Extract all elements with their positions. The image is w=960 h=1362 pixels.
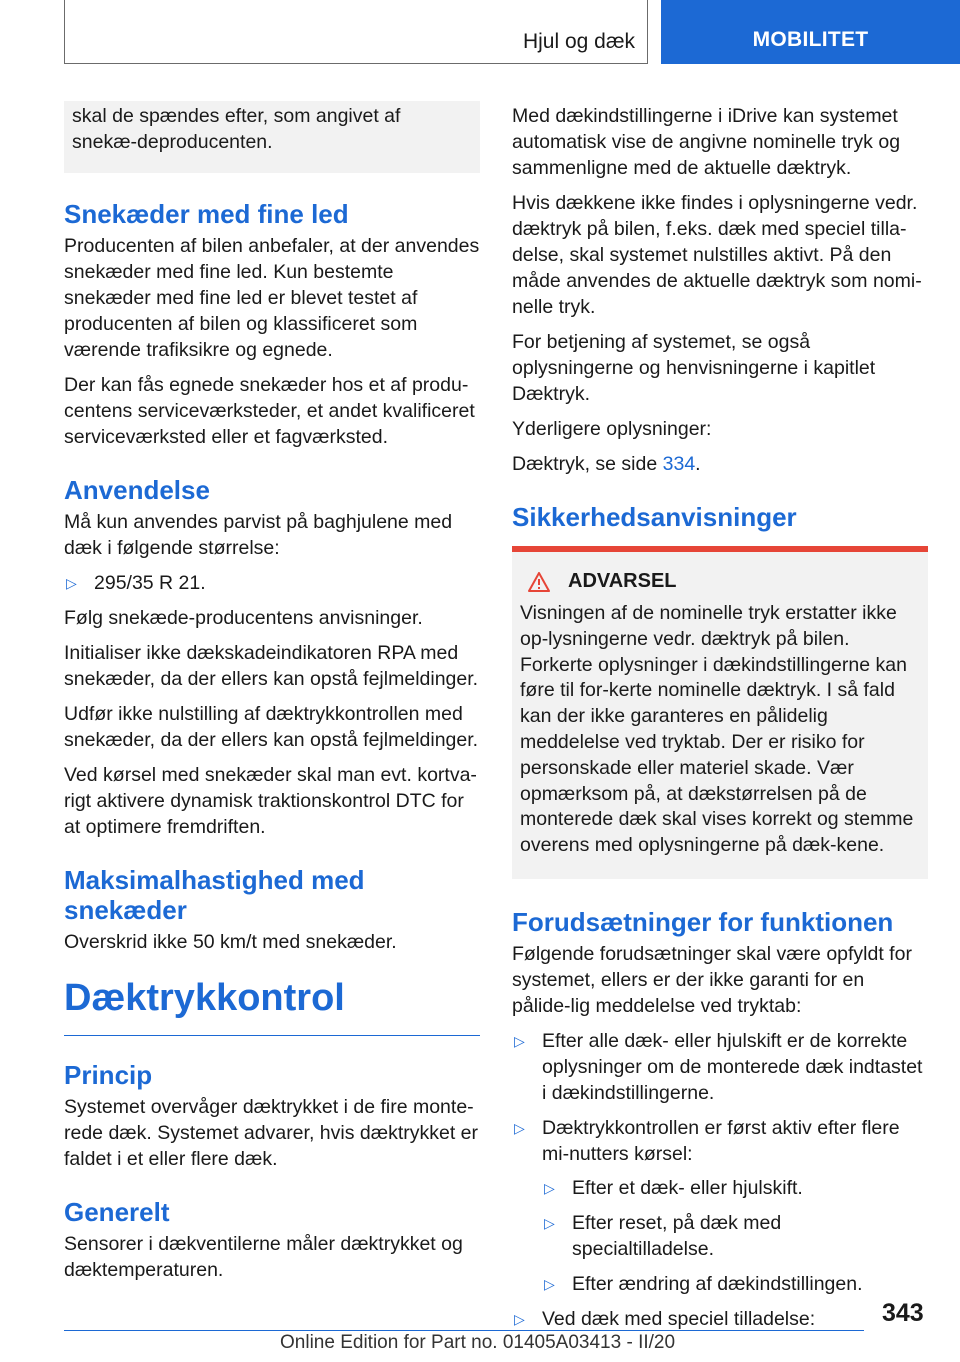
list-item: ▷ Dæktrykkontrollen er først aktiv efter flere mi-nutters kørsel: ▷ Efter et dæk- eller hjulskift. ▷ Efter reset, på dæk med specialtilladelse. ▷ Efter ændring af dækindstillingen.	[512, 1115, 928, 1297]
paragraph: Hvis dækkene ikke findes i oplysningerne vedr. dæktryk på bilen, f.eks. dæk med speciel tilla-delse, skal systemet nulstilles aktivt. På den måde anvendes de aktuelle dæktryk som nomi-nelle tryk.	[512, 192, 922, 318]
header-chapter-tab: MOBILITET	[661, 0, 960, 64]
footer-divider	[64, 1330, 864, 1331]
triangle-bullet-icon: ▷	[544, 1275, 555, 1292]
paragraph: Sensorer i dækventilerne måler dæktrykket og dæktemperaturen.	[64, 1233, 463, 1281]
warning-triangle-icon	[528, 572, 550, 592]
paragraph: Med dækindstillingerne i iDrive kan systemet automatisk vise de angivne nominelle tryk og sammenligne med de aktuelle dæktryk.	[512, 105, 901, 179]
sub-list	[542, 1175, 928, 1297]
page-reference-link[interactable]: 334	[662, 453, 696, 475]
list-item: ▷ 295/35 R 21.	[66, 572, 206, 594]
heading-fine-chains: Snekæder med fine led	[64, 199, 349, 229]
cross-reference: Dæktryk, se side 334.	[512, 453, 701, 475]
continued-note-text: skal de spændes efter, som angivet af snekæ-deproducenten.	[72, 105, 401, 153]
paragraph: Overskrid ikke 50 km/t med snekæder.	[64, 931, 397, 953]
list-item: ▷ Efter reset, på dæk med specialtilladelse.	[544, 1211, 782, 1260]
triangle-bullet-icon: ▷	[66, 575, 77, 591]
list-item: ▷ Efter ændring af dækindstillingen.	[544, 1272, 863, 1295]
warning-title: ADVARSEL	[520, 570, 920, 593]
triangle-bullet-icon: ▷	[514, 1032, 525, 1049]
triangle-bullet-icon: ▷	[544, 1179, 555, 1196]
heading-safety: Sikkerhedsanvisninger	[512, 502, 797, 532]
right-column	[512, 103, 928, 1341]
paragraph: Udfør ikke nulstilling af dæktrykkontrollen med snekæder, da der ellers kan opstå fejlmeldinger.	[64, 703, 479, 751]
heading-general: Generelt	[64, 1197, 170, 1227]
header-section-title: Hjul og dæk	[522, 30, 635, 53]
paragraph: Følg snekæde-producentens anvisninger.	[64, 607, 423, 629]
triangle-bullet-icon: ▷	[514, 1310, 525, 1327]
size-list	[64, 570, 480, 596]
paragraph: Yderligere oplysninger:	[512, 418, 712, 440]
list-item: ▷ Efter alle dæk- eller hjulskift er de korrekte oplysninger om de monterede dæk indtastet i dækindstillingerne.	[514, 1029, 923, 1104]
paragraph: Der kan fås egnede snekæder hos et af produ-centens serviceværksteder, et andet kvalificeret serviceværksted eller et fagværksted.	[64, 374, 475, 448]
heading-usage: Anvendelse	[64, 475, 210, 505]
triangle-bullet-icon: ▷	[544, 1214, 555, 1231]
continued-note-box	[64, 101, 480, 173]
paragraph: Må kun anvendes parvist på baghjulene med dæk i følgende størrelse:	[64, 511, 453, 559]
warning-text: Visningen af de nominelle tryk erstatter ikke op-lysningerne vedr. dæktryk på bilen. Forkerte oplysninger i dækindstillingerne kan føre til for-kerte nominelle dæktryk. I så fald kan der ikke garanteres en pålidelig meddelelse ved tryktab. Der er risiko for personskade eller materiel skade. Vær opmærksom på, at dækstørrelsen på de monterede dæk skal vises korrekt og stemme overens med oplysningerne på dæk-kene.	[520, 602, 914, 857]
paragraph: Ved kørsel med snekæder skal man evt. kortva-rigt aktivere dynamisk traktionskontrol DTC for at optimere fremdriften.	[64, 764, 477, 838]
heading-principle: Princip	[64, 1060, 153, 1090]
paragraph: Initialiser ikke dækskadeindikatoren RPA med snekæder, da der ellers kan opstå fejlmeldinger.	[64, 642, 479, 690]
paragraph: Følgende forudsætninger skal være opfyldt for systemet, ellers er der ikke garanti for en pålide-lig meddelelse ved tryktab:	[512, 942, 912, 1017]
footer-edition: Online Edition for Part no. 01405A03413 - II/20	[280, 1332, 676, 1353]
warning-box	[512, 546, 928, 879]
paragraph: Systemet overvåger dæktrykket i de fire monte-rede dæk. Systemet advarer, hvis dæktrykket er faldet i et eller flere dæk.	[64, 1096, 478, 1170]
prerequisites-list	[512, 1028, 928, 1332]
heading-max-speed: Maksimalhastighed med snekæder	[64, 865, 365, 925]
page-number: 343	[882, 1299, 924, 1327]
triangle-bullet-icon: ▷	[514, 1119, 525, 1136]
left-column	[64, 101, 480, 1292]
header-section-box	[64, 0, 648, 64]
heading-prerequisites: Forudsætninger for funktionen	[512, 906, 894, 937]
paragraph: Producenten af bilen anbefaler, at der anvendes snekæder med fine led. Kun bestemte snekæder med fine led er blevet testet af producenten af bilen og klassificeret som værende trafiksikre og egnede.	[64, 235, 480, 361]
paragraph: For betjening af systemet, se også oplysningerne og henvisningerne i kapitlet Dæktryk.	[512, 331, 876, 405]
list-item: ▷ Efter et dæk- eller hjulskift.	[544, 1176, 803, 1199]
list-item: ▷ Ved dæk med speciel tilladelse:	[514, 1307, 816, 1330]
heading-tire-pressure-monitor: Dæktrykkontrol	[64, 975, 480, 1036]
